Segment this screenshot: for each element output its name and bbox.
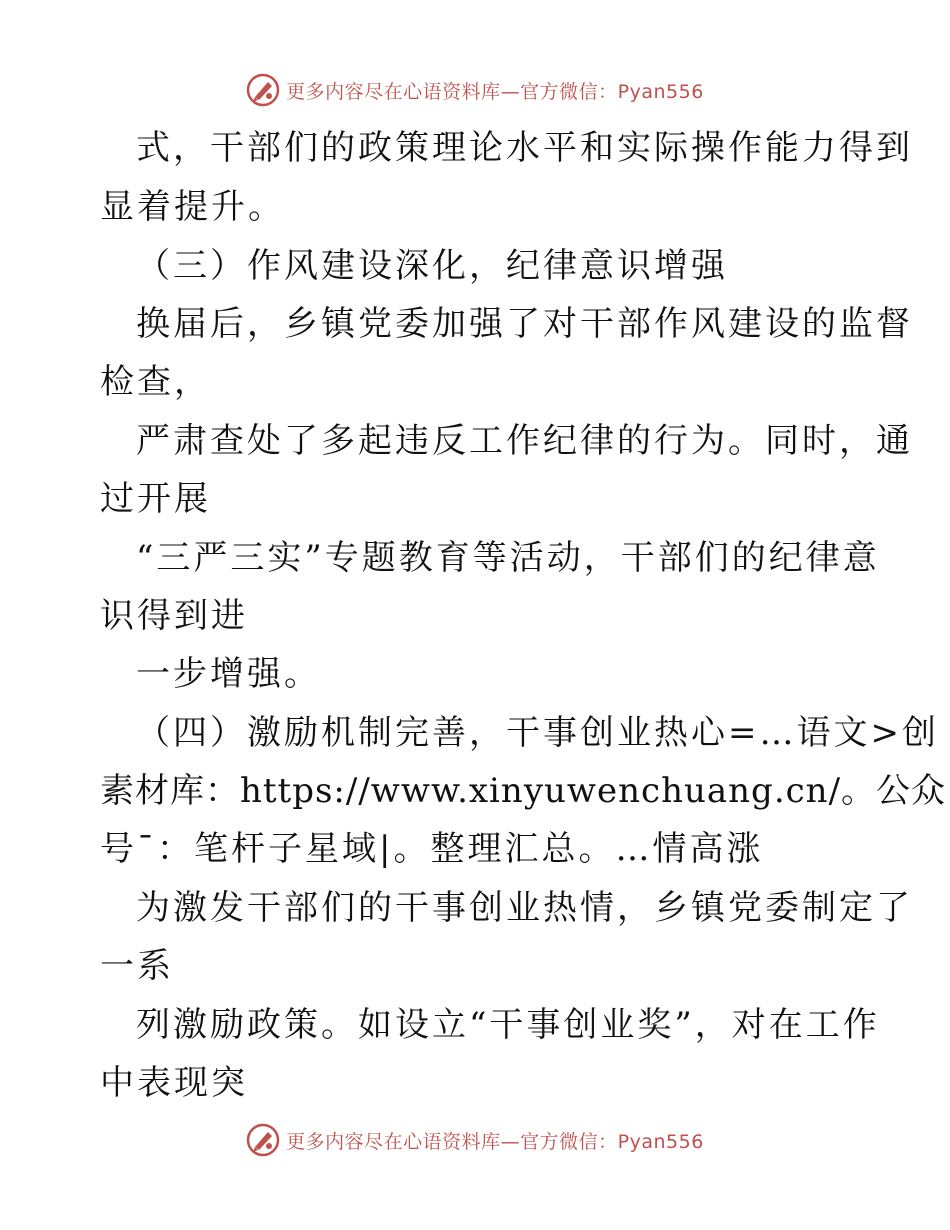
body-line: “三严三实”专题教育等活动，干部们的纪律意 (136, 538, 880, 578)
body-line: 一系 (100, 946, 174, 986)
body-line: 式，干部们的政策理论水平和实际操作能力得到 (136, 128, 913, 168)
body-line: 显着提升。 (100, 187, 285, 227)
body-line: 严肃查处了多起违反工作纪律的行为。同时，通 (136, 421, 913, 461)
body-line: 检查， (100, 362, 211, 402)
pen-seal-logo-icon (246, 1123, 280, 1157)
header-banner-text: 更多内容尽在心语资料库—官方微信：Pyan556 (286, 80, 704, 103)
body-line: 号¯：笔杆子星域|。整理汇总。…情高涨 (100, 829, 764, 869)
section-heading: （三）作风建设深化，纪律意识增强 (136, 246, 728, 286)
body-line: 中表现突 (100, 1063, 248, 1103)
section-heading: （四）激励机制完善，干事创业热心=…语文>创 (136, 713, 939, 753)
body-line: 列激励政策。如设立“干事创业奖”，对在工作 (136, 1005, 880, 1045)
body-line: 换届后，乡镇党委加强了对干部作风建设的监督 (136, 304, 913, 344)
body-line: 识得到进 (100, 596, 248, 636)
body-line: 一步增强。 (136, 654, 321, 694)
footer-banner (0, 1120, 950, 1160)
footer-banner-text: 更多内容尽在心语资料库—官方微信：Pyan556 (286, 1130, 704, 1153)
body-line: 素材库：https://www.xinyuwenchuang.cn/。公众 (100, 771, 947, 811)
footer-banner-inner (246, 1123, 704, 1157)
body-line: 为激发干部们的干事创业热情，乡镇党委制定了 (136, 888, 913, 928)
body-line: 过开展 (100, 479, 211, 519)
